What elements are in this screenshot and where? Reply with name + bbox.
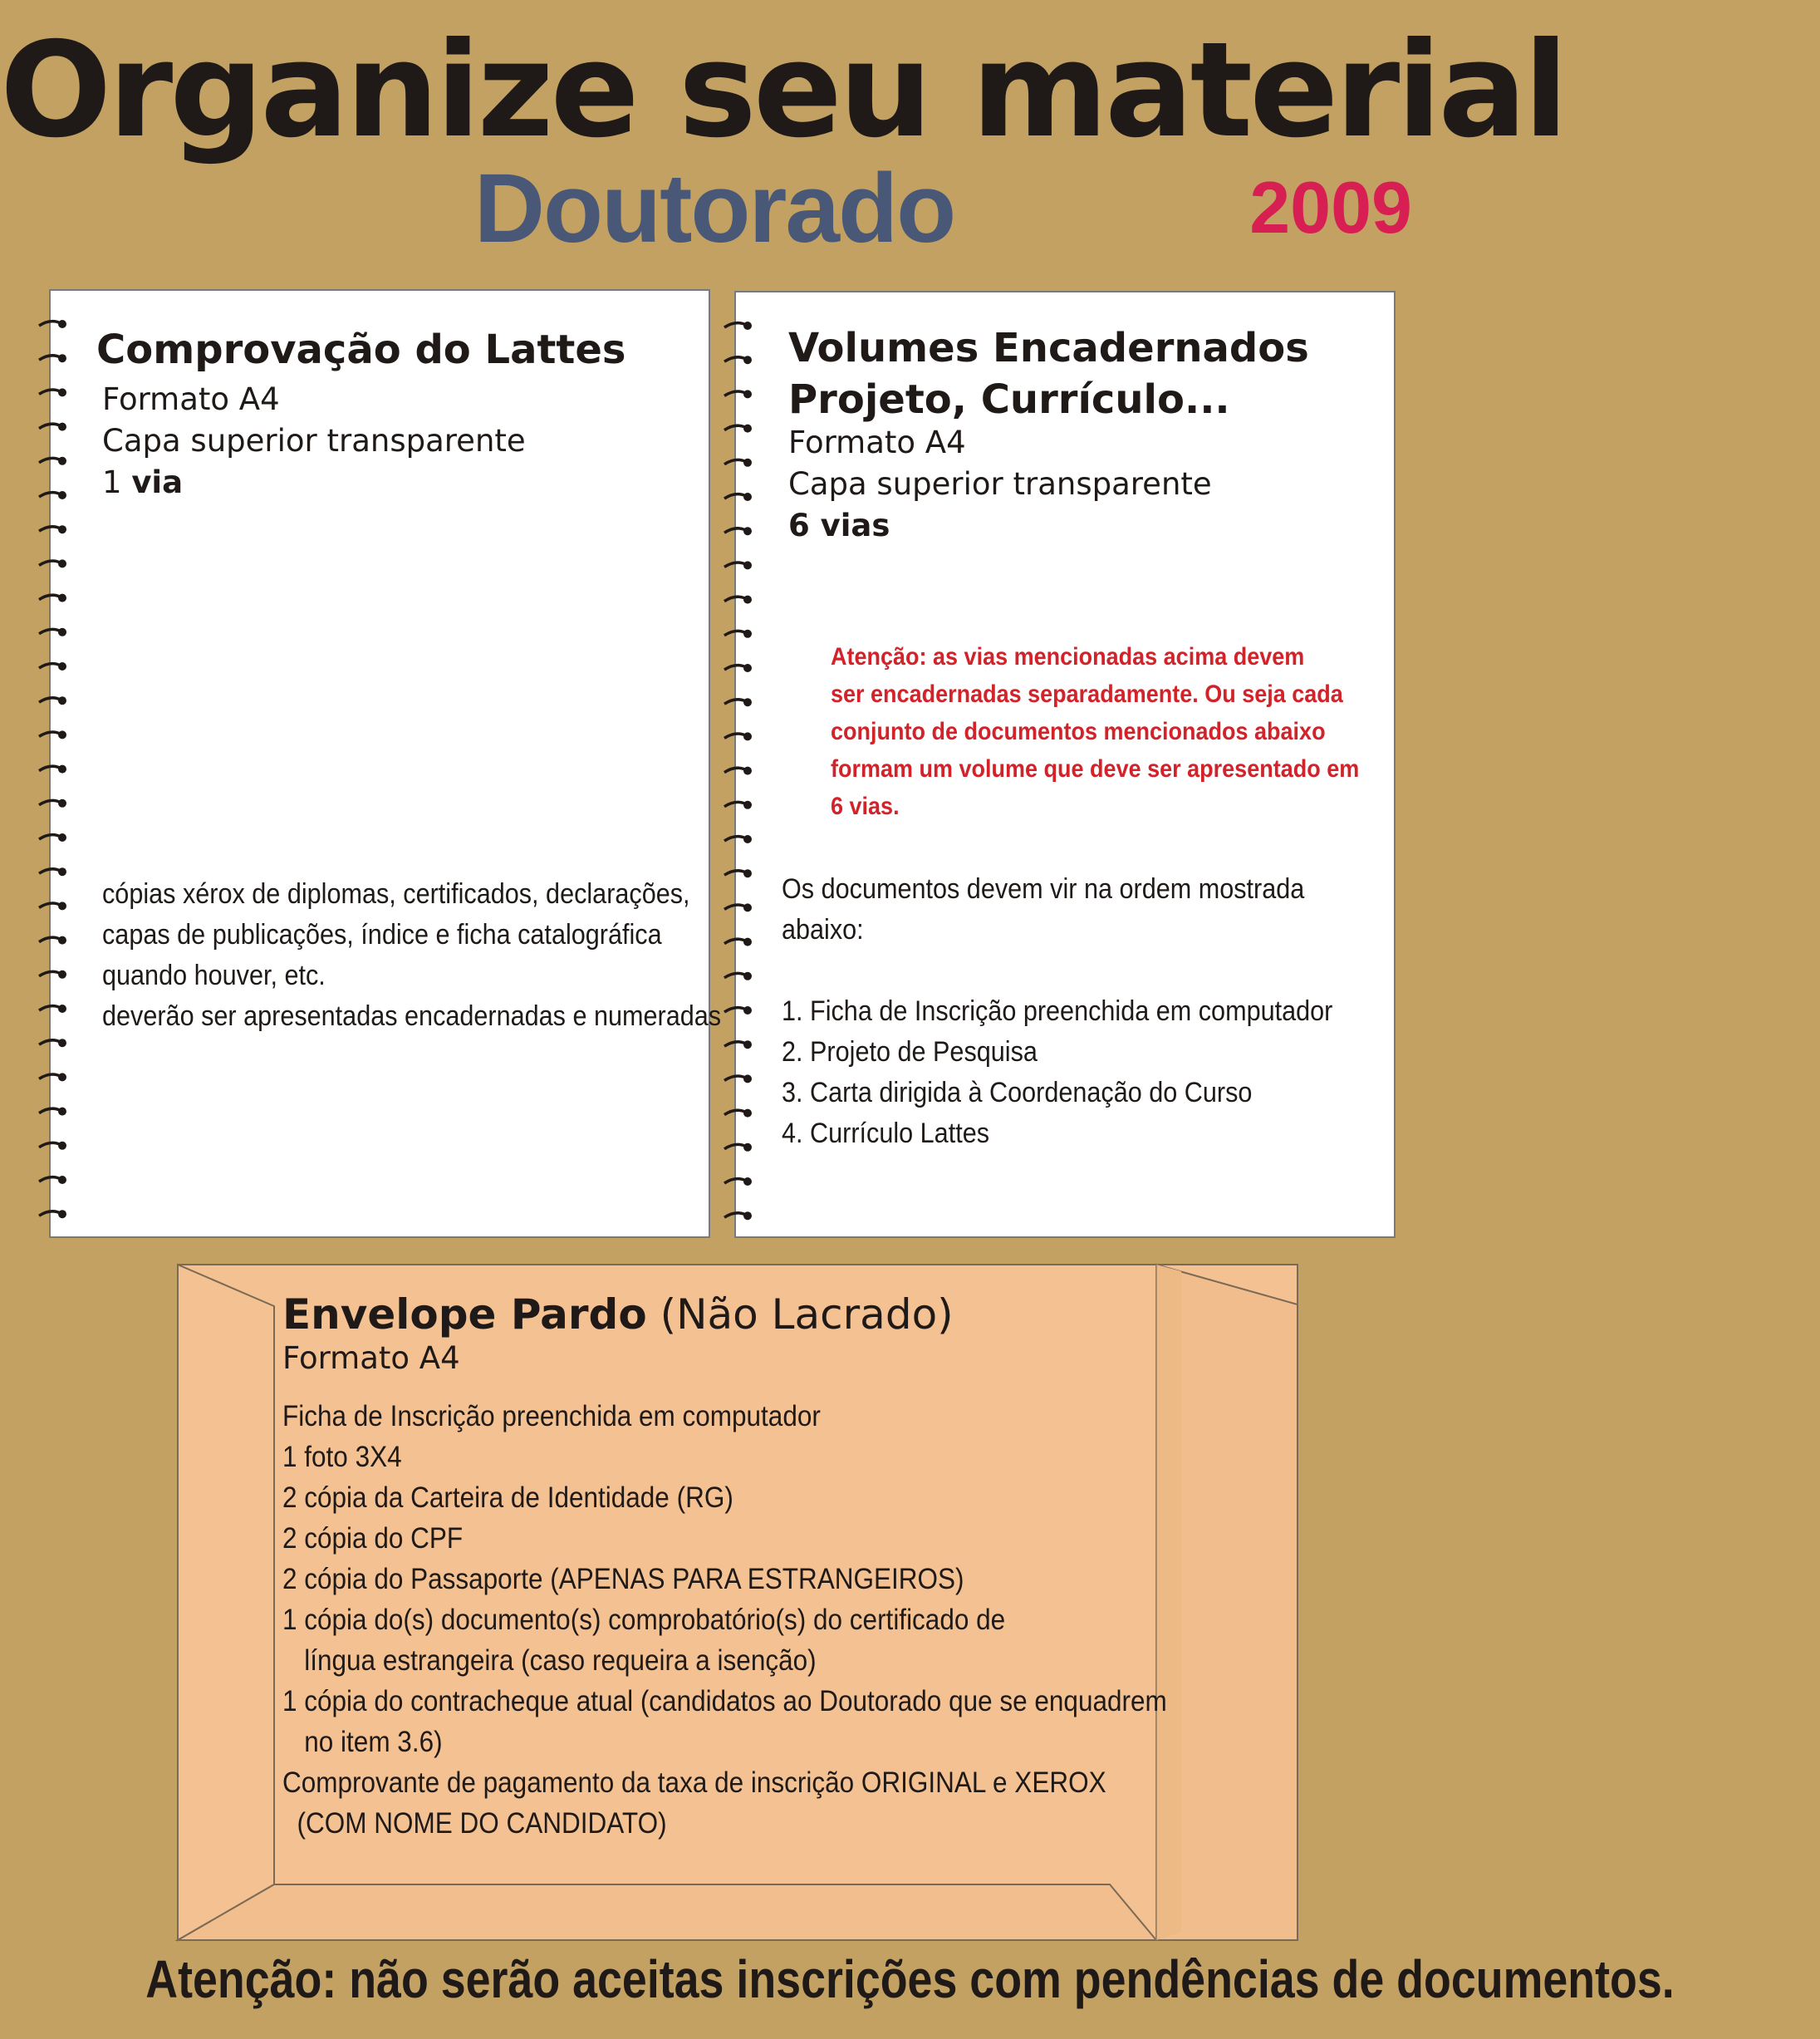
order-list-item: 1. Ficha de Inscrição preenchida em computador [782,995,1333,1027]
envelope-item: Comprovante de pagamento da taxa de inscrição ORIGINAL e XEROX [282,1766,1106,1799]
envelope [176,1263,1298,1940]
lattes-cover: Capa superior transparente [102,423,526,459]
order-intro-line: Os documentos devem vir na ordem mostrada [782,873,1305,905]
volumes-card-title: Volumes Encadernados [788,325,1309,371]
lattes-body-line: quando houver, etc. [102,960,326,991]
order-list-item: 3. Carta dirigida à Coordenação do Curso [782,1077,1253,1108]
spiral-binding-icon [721,321,754,1218]
envelope-item: 2 cópia da Carteira de Identidade (RG) [282,1481,733,1514]
volumes-copies: 6 vias [788,508,890,543]
spiral-binding-icon [36,319,69,1216]
warning-line: formam um volume que deve ser apresentado em [831,755,1360,783]
volumes-notebook [734,291,1396,1238]
lattes-copies-number: 1 [102,464,122,500]
lattes-card-title: Comprovação do Lattes [96,327,626,373]
envelope-item: (COM NOME DO CANDIDATO) [282,1807,667,1840]
footer-notice-text: Atenção: não serão aceitas inscrições com pendências de documentos. [145,1949,1675,2009]
volumes-format: Formato A4 [788,425,966,460]
lattes-body-line: capas de publicações, índice e ficha catalográfica [102,919,662,951]
envelope-title-rest: (Não Lacrado) [660,1290,954,1339]
lattes-body-line: cópias xérox de diplomas, certificados, declarações, [102,878,690,910]
lattes-notebook [49,289,722,1238]
envelope-format: Formato A4 [282,1340,460,1376]
envelope-item: 2 cópia do CPF [282,1522,464,1555]
lattes-copies [102,462,183,504]
order-intro-line: abaixo: [782,914,864,946]
warning-line: ser encadernadas separadamente. Ou seja cada [831,680,1343,708]
envelope-item: no item 3.6) [282,1726,443,1758]
warning-line: 6 vias. [831,793,900,820]
warning-line: Atenção: as vias mencionadas acima devem [831,643,1305,671]
envelope-title [282,1290,954,1339]
lattes-format: Formato A4 [102,381,280,417]
poster-title: Organize seu material [0,14,1566,167]
poster-subtitle: Doutorado [473,154,955,263]
envelope-item: 2 cópia do Passaporte (APENAS PARA ESTRANGEIROS) [282,1563,964,1595]
poster-year: 2009 [1249,166,1412,248]
envelope-item: 1 cópia do contracheque atual (candidatos ao Doutorado que se enquadrem [282,1685,1167,1717]
order-list-item: 4. Currículo Lattes [782,1118,990,1149]
envelope-item: 1 foto 3X4 [282,1441,402,1473]
footer-notice [0,1946,1675,2012]
order-list-item: 2. Projeto de Pesquisa [782,1036,1038,1068]
volumes-card-title-line2: Projeto, Currículo... [788,376,1230,423]
envelope-item: Ficha de Inscrição preenchida em computador [282,1400,821,1432]
volumes-cover: Capa superior transparente [788,466,1212,502]
warning-line: conjunto de documentos mencionados abaixo [831,718,1326,745]
lattes-copies-word: via [131,464,184,500]
envelope-title-bold: Envelope Pardo [282,1290,647,1339]
envelope-item: língua estrangeira (caso requeira a isenção) [282,1644,817,1677]
envelope-item: 1 cópia do(s) documento(s) comprobatório(s) do certificado de [282,1604,1006,1636]
lattes-body-line: deverão ser apresentadas encadernadas e numeradas [102,1000,722,1032]
